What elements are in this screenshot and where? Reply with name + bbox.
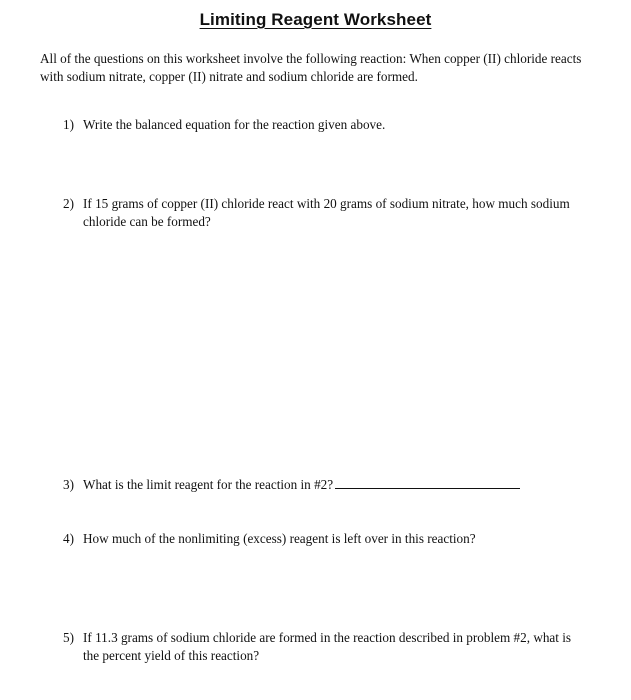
question-text: If 15 grams of copper (II) chloride react with 20 grams of sodium nitrate, how much sodium chloride can be formed? (83, 196, 570, 229)
question-text: What is the limit reagent for the reaction in #2? (83, 477, 334, 492)
question-4 (63, 530, 588, 548)
question-5 (63, 629, 588, 665)
answer-blank-line[interactable] (335, 477, 520, 489)
question-2 (63, 195, 588, 231)
question-text: How much of the nonlimiting (excess) reagent is left over in this reaction? (83, 531, 476, 546)
question-3 (63, 476, 588, 494)
worksheet-title: Limiting Reagent Worksheet (199, 10, 432, 29)
question-number: 4) (63, 531, 74, 546)
question-number: 1) (63, 117, 74, 132)
question-1 (63, 116, 588, 134)
question-text-wrapper (83, 476, 588, 494)
question-number: 3) (63, 477, 74, 492)
question-number: 2) (63, 196, 74, 211)
question-number: 5) (63, 630, 74, 645)
question-text: If 11.3 grams of sodium chloride are formed in the reaction described in problem #2, what is the percent yield of this reaction? (83, 630, 572, 663)
intro-paragraph: All of the questions on this worksheet involve the following reaction: When copper (II) chloride reacts with sodium nitrate, copper (II) nitrate and sodium chloride are formed. (40, 51, 582, 84)
question-text: Write the balanced equation for the reaction given above. (83, 117, 386, 132)
